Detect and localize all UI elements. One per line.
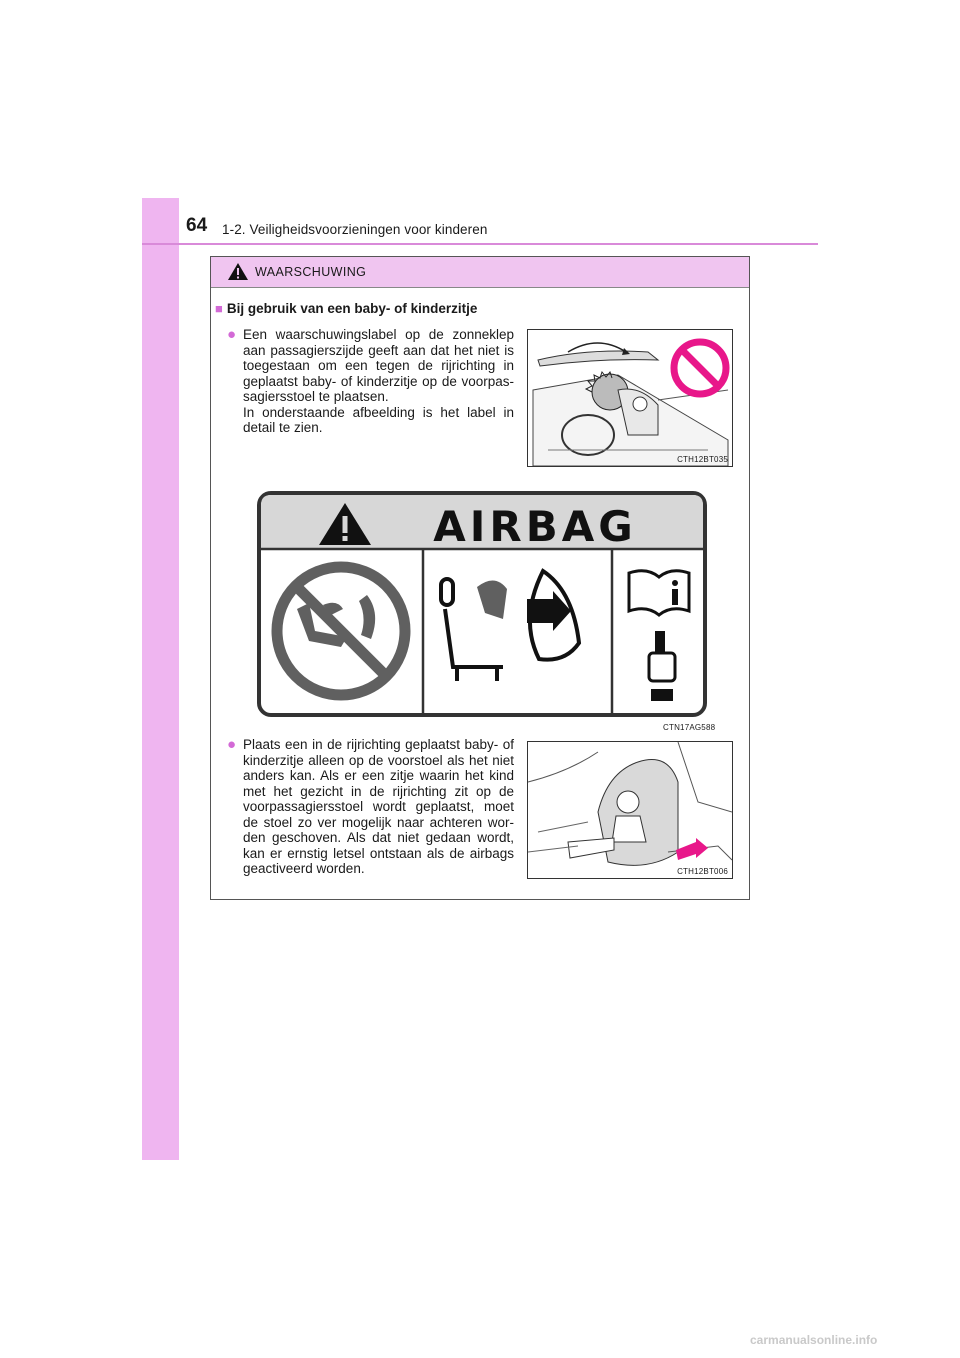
square-bullet-icon: ■ xyxy=(215,301,223,316)
no-rear-facing-seat-icon xyxy=(277,567,405,695)
car-interior-child-seat-image xyxy=(528,330,732,466)
page-number: 64 xyxy=(186,215,208,236)
warning-header xyxy=(211,257,749,288)
warning-triangle-icon xyxy=(227,262,249,281)
sun-visor-illustration xyxy=(527,329,733,467)
airbag-warning-label xyxy=(257,491,707,717)
subheading xyxy=(215,301,477,316)
header-divider xyxy=(142,243,818,245)
figure-code: CTH12BT006 xyxy=(677,867,728,876)
watermark: carmanualsonline.info xyxy=(750,1333,878,1347)
bullet-dot-icon: ● xyxy=(227,736,237,753)
figure-code: CTH12BT035 xyxy=(677,455,728,464)
bullet-item xyxy=(227,736,514,877)
bullet-text: Een waarschuwingslabel op de zonneklep aan passagierszijde geeft aan dat het niet is toegestaan om een tegen de rijrichting in geplaatst baby- of kinderzitje op de voorpas-sagiersstoel te plaatsen. In onderstaande afbeelding is het label in detail te zien. xyxy=(243,327,514,435)
chapter-side-tab xyxy=(142,198,179,1160)
warning-box xyxy=(210,256,750,900)
bullet-text: Plaats een in de rijrichting geplaatst baby- of kinderzitje alleen op de voorstoel als het niet anders kan. Als er een zitje waarin het kind met het gezicht in de rijrichting zit op de voorpassagiersstoel wordt geplaatst, moet de stoel zo ver mogelijk naar achteren wor-den geschoven. Als dat niet gedaan wordt, kan er ernstig letsel ontstaan als de airbags geactiveerd worden. xyxy=(243,737,514,876)
figure-code: CTN17AG588 xyxy=(663,723,716,732)
forward-facing-child-seat-image xyxy=(528,742,732,878)
forward-facing-seat-illustration xyxy=(527,741,733,879)
subheading-text: Bij gebruik van een baby- of kinderzitje xyxy=(226,301,478,316)
bullet-dot-icon: ● xyxy=(227,326,237,343)
airbag-title: AIRBAG xyxy=(433,502,637,551)
warning-heading: WAARSCHUWING xyxy=(255,265,367,279)
section-title: 1-2. Veiligheidsvoorzieningen voor kinderen xyxy=(222,222,488,237)
bullet-item xyxy=(227,326,514,436)
